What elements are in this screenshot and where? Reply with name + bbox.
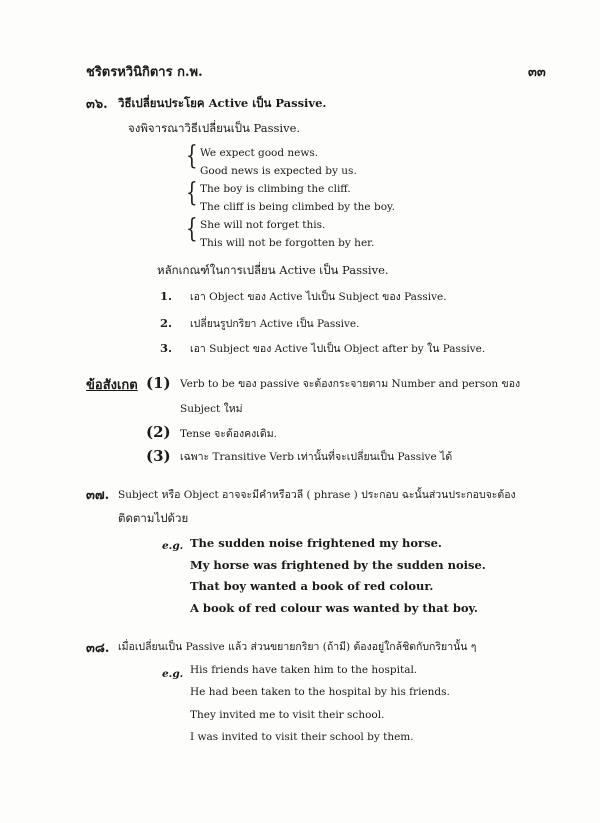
note-text: Tense จะต้องคงเดิม. <box>180 428 277 440</box>
example-sentence: He had been taken to the hospital by his friends. <box>190 686 450 698</box>
example-sentence: A book of red colour was wanted by that boy. <box>190 601 478 615</box>
example-passive: This will not be forgotten by her. <box>200 237 375 249</box>
section-36-title: วิธีเปลี่ยนประโยค Active เป็น Passive. <box>118 96 327 110</box>
section-37-number: ๓๗. <box>86 488 110 503</box>
example-sentence: The sudden noise frightened my horse. <box>190 536 442 550</box>
section-38-number: ๓๘. <box>86 641 110 656</box>
section-37-line-1: Subject หรือ Object อาจจะมีคำหรือวลี ( phrase ) ประกอบ ฉะนั้นส่วนประกอบจะต้อง <box>118 489 516 501</box>
pair-brace: { <box>186 141 198 171</box>
note-text: Verb to be ของ passive จะต้องกระจายตาม Number and person ของ <box>180 378 521 390</box>
example-sentence: His friends have taken him to the hospital. <box>190 664 418 676</box>
note-number: (2) <box>146 423 171 441</box>
rule-number: 3. <box>160 341 173 355</box>
rule-number: 1. <box>160 289 173 303</box>
example-sentence: They invited me to visit their school. <box>190 709 385 721</box>
rule-number: 2. <box>160 316 173 330</box>
example-sentence: I was invited to visit their school by them. <box>190 731 414 743</box>
rules-title: หลักเกณฑ์ในการเปลี่ยน Active เป็น Passive. <box>157 263 389 277</box>
note-number: (3) <box>146 447 171 465</box>
notes-label: ข้อสังเกต <box>86 378 138 393</box>
note-text: เฉพาะ Transitive Verb เท่านั้นที่จะเปลี่ยนเป็น Passive ได้ <box>180 451 453 463</box>
pair-brace: { <box>186 178 198 208</box>
pair-brace: { <box>186 214 198 244</box>
note-text-continued: Subject ใหม่ <box>180 403 243 415</box>
example-active: She will not forget this. <box>200 219 326 231</box>
rule-text: เอา Object ของ Active ไปเป็น Subject ของ Passive. <box>190 291 447 303</box>
example-active: The boy is climbing the cliff. <box>200 183 351 195</box>
note-number: (1) <box>146 374 171 392</box>
rule-text: เอา Subject ของ Active ไปเป็น Object after by ใน Passive. <box>190 343 486 355</box>
eg-label: e.g. <box>162 668 184 680</box>
example-passive: The cliff is being climbed by the boy. <box>200 201 395 213</box>
example-active: We expect good news. <box>200 147 319 159</box>
example-sentence: My horse was frightened by the sudden noise. <box>190 558 486 572</box>
rule-text: เปลี่ยนรูปกริยา Active เป็น Passive. <box>190 318 360 330</box>
section-36-intro: จงพิจารณาวิธีเปลี่ยนเป็น Passive. <box>128 121 301 135</box>
section-38-line-1: เมื่อเปลี่ยนเป็น Passive แล้ว ส่วนขยายกริยา (ถ้ามี) ต้องอยู่ใกล้ชิดกับกริยานั้น ๆ <box>118 641 477 653</box>
example-passive: Good news is expected by us. <box>200 165 357 177</box>
example-sentence: That boy wanted a book of red colour. <box>190 579 434 593</box>
page-number: ๓๓ <box>528 65 546 80</box>
section-36-number: ๓๖. <box>86 97 108 112</box>
eg-label: e.g. <box>162 540 184 552</box>
section-37-line-2: ติดตามไปด้วย <box>118 511 189 525</box>
running-header: ชริตรหวินิกิตาร ก.พ. <box>86 65 203 80</box>
